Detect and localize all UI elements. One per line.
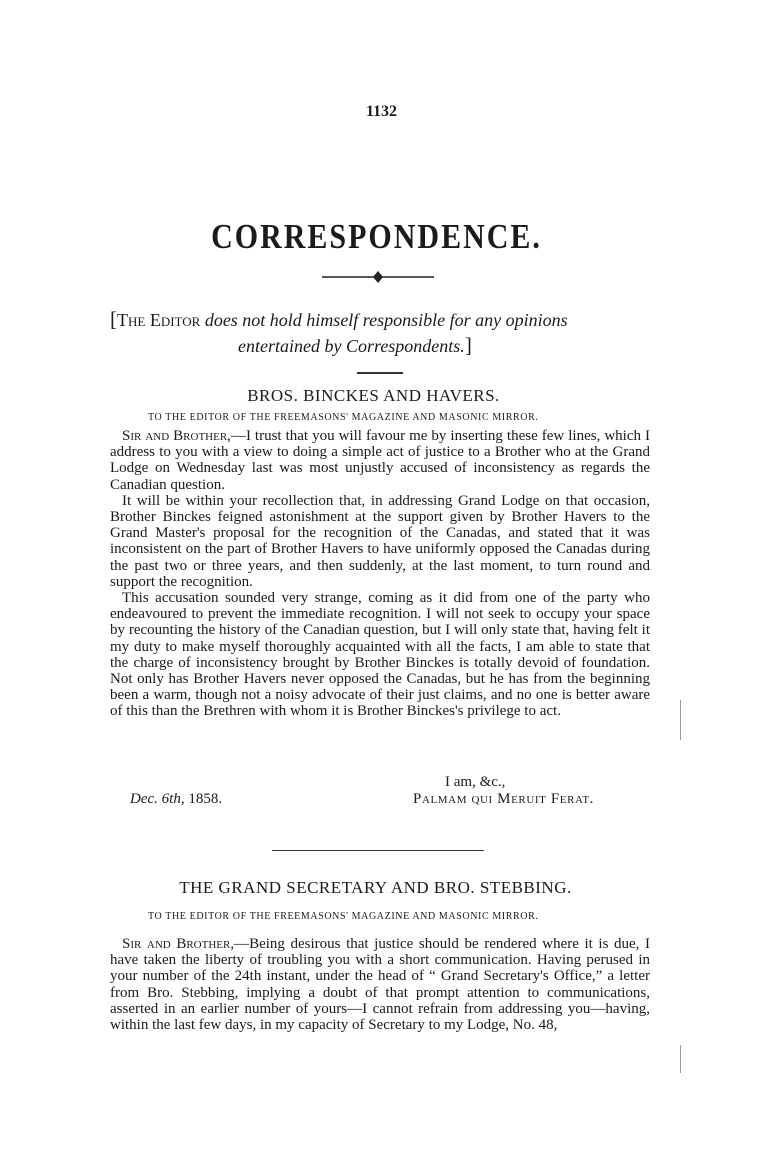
margin-mark bbox=[680, 700, 681, 740]
article-separator-rule bbox=[272, 850, 484, 851]
disclaimer-text-a: does not hold himself responsible for any opinions bbox=[200, 310, 568, 330]
section-heading: CORRESPONDENCE. bbox=[211, 218, 542, 256]
letter-1-date bbox=[130, 791, 222, 808]
letter-1-paragraph-3: This accusation sounded very strange, coming as it did from one of the party who endeavoured to prevent the immediate recognition. I will not seek to occupy your space by recounting the history of the Canadian question, but I will only state that, having felt it my duty to make myself thoroughly acquainted with all the facts, I am able to state that the charge of inconsistency brought by Brother Binckes is totally devoid of foundation. Not only has Brother Havers never opposed the Canadas, but he has from the beginning been a warm, though not a noisy advocate of their just claims, and no one is better aware of this than the Brethren with whom it is Brother Binckes's privilege to act. bbox=[110, 590, 650, 720]
diamond-rule-ornament bbox=[322, 270, 434, 284]
letter-2-paragraph-1 bbox=[110, 936, 650, 1033]
letter-1-date-day: Dec. 6th, bbox=[130, 791, 185, 807]
letter-2-body bbox=[110, 936, 650, 1033]
separator-rule bbox=[357, 372, 403, 374]
letter-1-date-year: 1858. bbox=[184, 791, 223, 807]
letter-2-salutation: Sir and Brother, bbox=[122, 936, 235, 952]
letter-2-title: THE GRAND SECRETARY AND BRO. STEBBING. bbox=[179, 878, 572, 897]
disclaimer-the: The bbox=[117, 310, 146, 330]
disclaimer-editor: Editor bbox=[149, 310, 201, 330]
disclaimer-text-b: entertained by Correspondents. bbox=[238, 336, 465, 356]
letter-1-title: BROS. BINCKES AND HAVERS. bbox=[247, 386, 500, 405]
letter-1-paragraph-1 bbox=[110, 428, 650, 493]
disclaimer-line-2 bbox=[110, 333, 650, 359]
letter-1-salutation: Sir and Brother, bbox=[122, 428, 231, 444]
letter-2-addressee: TO THE EDITOR OF THE FREEMASONS' MAGAZINE AND MASONIC MIRROR. bbox=[148, 911, 539, 922]
disclaimer-close-bracket: ] bbox=[464, 333, 472, 357]
page-number: 1132 bbox=[365, 103, 398, 120]
margin-mark bbox=[680, 1045, 681, 1073]
disclaimer-open-bracket: [ bbox=[110, 307, 117, 331]
letter-2-paragraph-1-text: —Being desirous that justice should be rendered where it is due, I have taken the liberty of troubling you with a short communication. Having perused in your number of the 24th instant, under the head of “ Grand Secretary's Office,” a letter from Bro. Stebbing, implying a doubt of that prompt attention to communications, asserted in an earlier number of yours—I cannot refrain from addressing you—having, within the last few days, in my capacity of Secretary to my Lodge, No. 48, bbox=[110, 936, 650, 1034]
letter-1-signature: Palmam qui Meruit Ferat. bbox=[413, 791, 595, 807]
letter-1-sign-off: I am, &c., bbox=[445, 774, 506, 790]
editor-disclaimer bbox=[110, 307, 650, 359]
letter-1-paragraph-2: It will be within your recollection that, in addressing Grand Lodge on that occasion, Brother Binckes feigned astonishment at the support given by Brother Havers to the Grand Master's proposal for the recognition of the Canadas, and stated that it was inconsistent on the part of Brother Havers to have uniformly opposed the Canadas during the past two or three years, and then suddenly, at the last moment, to turn round and support the recognition. bbox=[110, 492, 650, 590]
letter-1-paragraph-1-text: —I trust that you will favour me by inserting these few lines, which I address to you with a view to doing a simple act of justice to a Brother who at the Grand Lodge on Wednesday last was most unjustly accused of inconsistency as regards the Canadian question. bbox=[110, 428, 650, 493]
letter-1-addressee: TO THE EDITOR OF THE FREEMASONS' MAGAZINE AND MASONIC MIRROR. bbox=[148, 412, 539, 423]
letter-1-body bbox=[110, 428, 650, 720]
disclaimer-line-1 bbox=[110, 307, 650, 333]
